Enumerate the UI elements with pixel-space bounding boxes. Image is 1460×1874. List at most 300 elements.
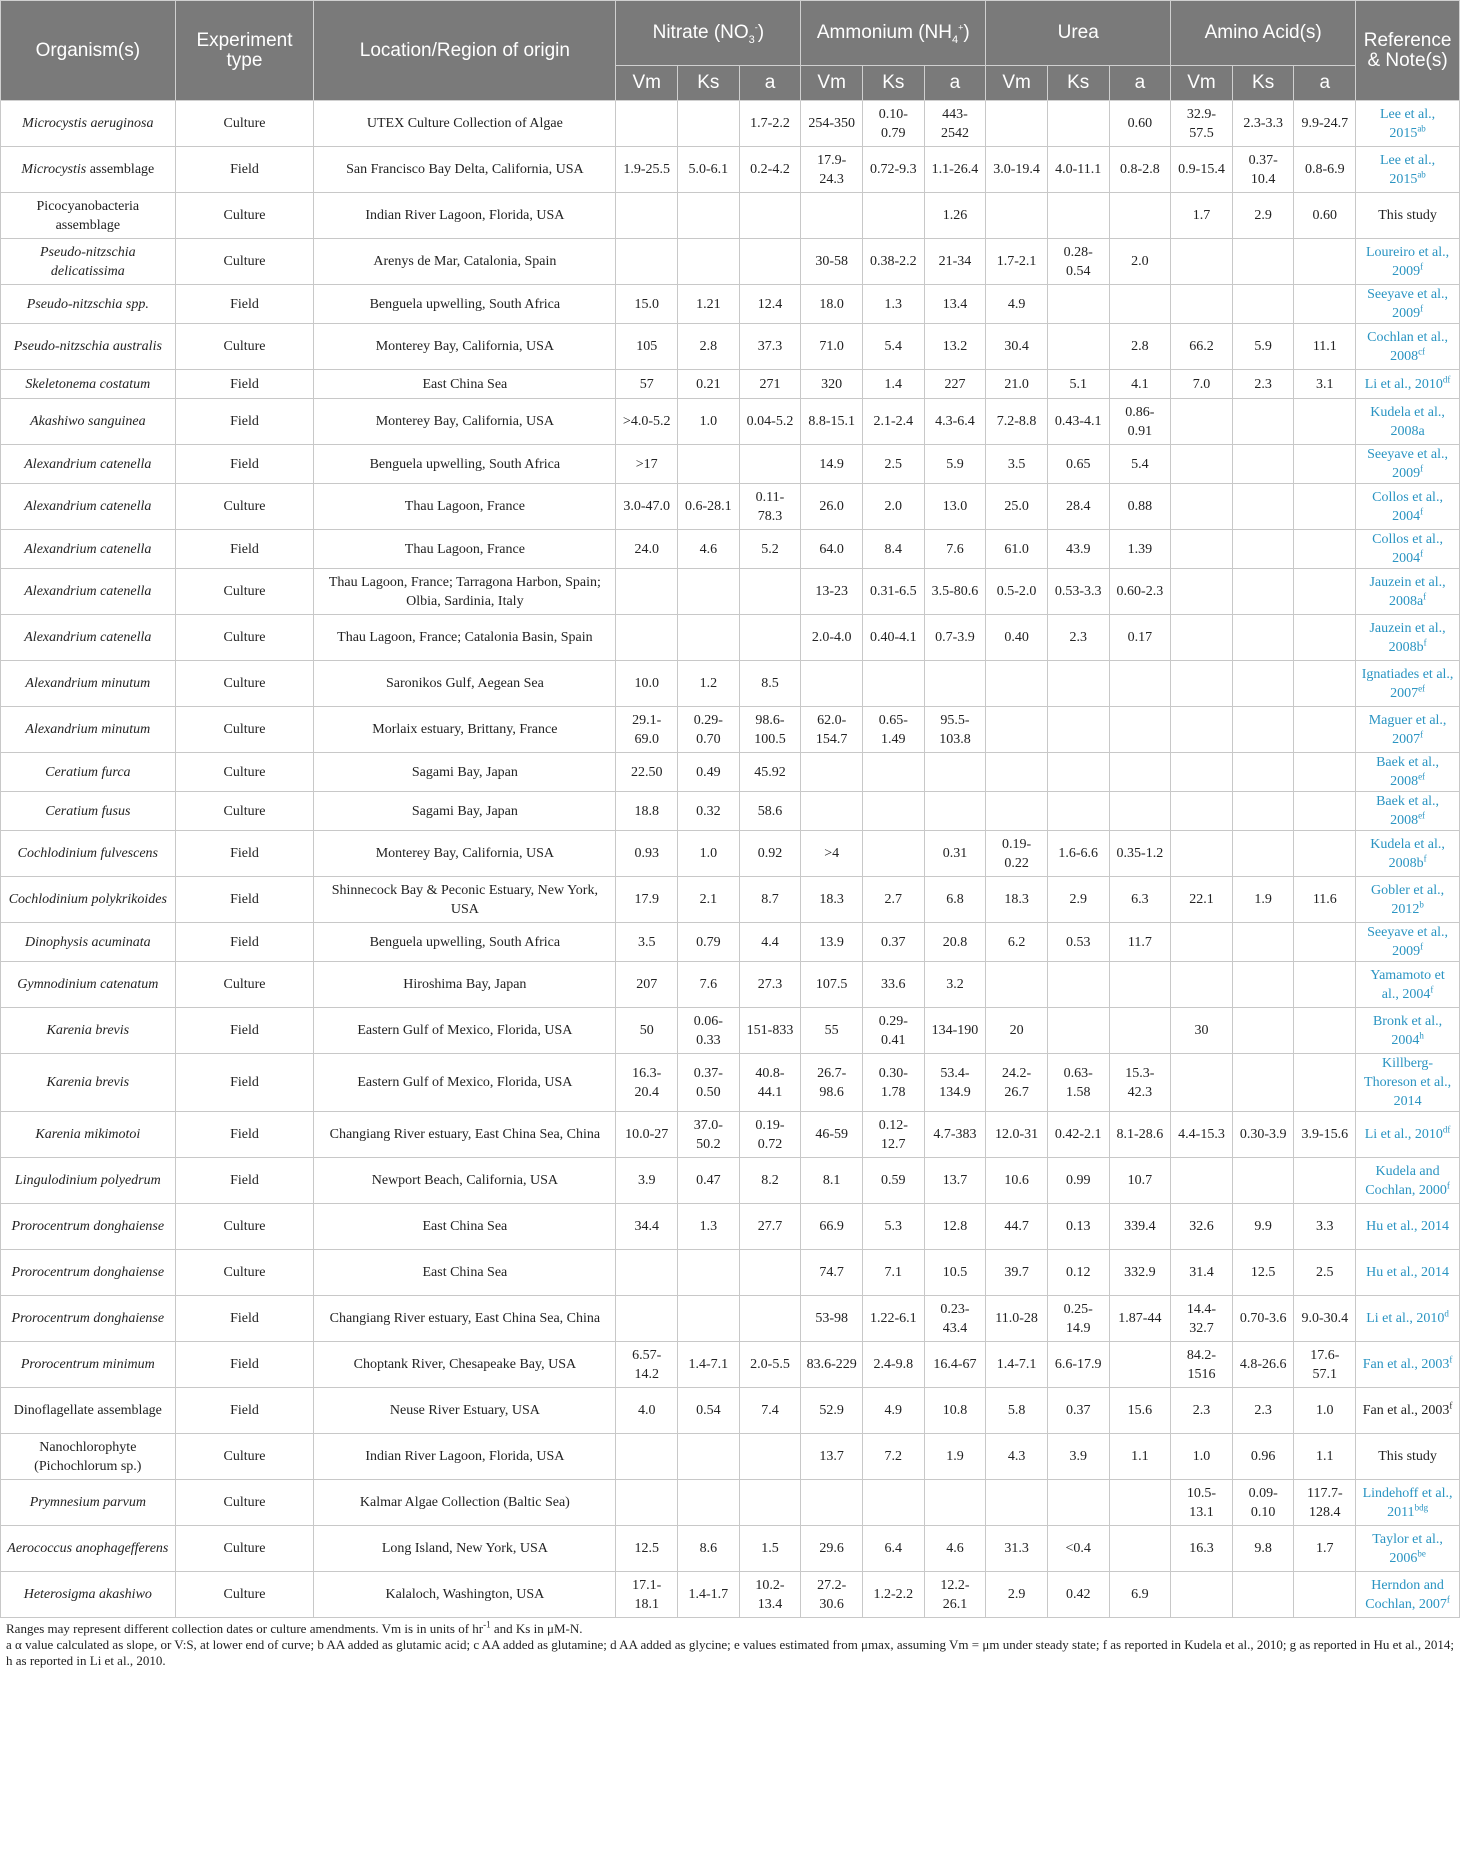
cell-amino-vm: 0.9-15.4 [1171, 147, 1233, 193]
cell-nitrate-ks [678, 193, 740, 239]
cell-amino-a [1294, 285, 1356, 324]
cell-ammonium-vm: 66.9 [801, 1204, 863, 1250]
reference-note-marker: f [1423, 636, 1427, 647]
cell-amino-ks: 2.3-3.3 [1232, 101, 1294, 147]
cell-location: East China Sea [314, 1204, 616, 1250]
cell-reference[interactable] [1356, 324, 1460, 370]
table-row [1, 831, 1460, 877]
cell-organism: Skeletonema costatum [1, 370, 176, 399]
cell-urea-ks: 0.12 [1047, 1250, 1109, 1296]
cell-amino-ks: 2.3 [1232, 1388, 1294, 1434]
reference-link[interactable]: Seeyave et al., 2009 [1367, 925, 1448, 959]
cell-amino-ks [1232, 569, 1294, 615]
cell-nitrate-vm: 6.57-14.2 [616, 1342, 678, 1388]
cell-amino-vm [1171, 484, 1233, 530]
cell-experiment-type: Culture [175, 962, 314, 1008]
cell-organism: Lingulodinium polyedrum [1, 1158, 176, 1204]
cell-organism: Pseudo-nitzschia australis [1, 324, 176, 370]
cell-ammonium-a: 95.5-103.8 [924, 707, 986, 753]
reference-link[interactable]: Killberg-Thoreson et al., 2014 [1364, 1056, 1452, 1109]
cell-ammonium-vm: 13.9 [801, 923, 863, 962]
reference-link[interactable]: Yamamoto et al., 2004 [1370, 967, 1445, 1002]
cell-amino-a: 2.5 [1294, 1250, 1356, 1296]
cell-urea-a: 2.8 [1109, 324, 1171, 370]
cell-amino-a: 3.9-15.6 [1294, 1112, 1356, 1158]
cell-urea-a [1109, 1342, 1171, 1388]
cell-nitrate-vm [616, 1434, 678, 1480]
table-row [1, 962, 1460, 1008]
reference-link[interactable]: Taylor et al., 2006 [1372, 1531, 1443, 1566]
reference-note-marker: ab [1417, 122, 1426, 133]
cell-urea-a: 10.7 [1109, 1158, 1171, 1204]
footnote-notes: a α value calculated as slope, or V:S, at lower end of curve; b AA added as glutamic acid; c AA added as glutamine; d AA added as glycine; e values estimated from μmax, assuming Vm = μm under steady state; f as reported in Kudela et al., 2010; g as reported in Hu et al., 2014; [6, 1637, 1454, 1652]
subheader-a: a [1109, 66, 1171, 101]
cell-urea-vm [986, 753, 1048, 792]
cell-ammonium-ks: 1.2-2.2 [862, 1572, 924, 1618]
reference-link[interactable]: Li et al., 2010 [1364, 1127, 1443, 1142]
cell-experiment-type: Culture [175, 1480, 314, 1526]
cell-reference[interactable] [1356, 484, 1460, 530]
cell-nitrate-a: 0.2-4.2 [739, 147, 801, 193]
cell-amino-vm [1171, 1572, 1233, 1618]
reference-note-marker: h [1419, 1029, 1424, 1040]
reference-link[interactable]: Loureiro et al., 2009 [1365, 244, 1450, 279]
reference-link[interactable]: Jauzein et al., 2008b [1369, 620, 1446, 655]
reference-link[interactable]: Baek et al., 2008 [1376, 755, 1440, 789]
cell-experiment-type: Field [175, 530, 314, 569]
table-row [1, 1526, 1460, 1572]
cell-location: Thau Lagoon, France [314, 530, 616, 569]
cell-nitrate-vm: 50 [616, 1008, 678, 1054]
table-row [1, 753, 1460, 792]
cell-amino-ks: 2.9 [1232, 193, 1294, 239]
reference-link[interactable]: Ignatiades et al., 2007 [1361, 666, 1454, 701]
cell-location: Hiroshima Bay, Japan [314, 962, 616, 1008]
reference-link[interactable]: Hu et al., 2014 [1366, 1265, 1449, 1280]
cell-amino-a [1294, 661, 1356, 707]
cell-reference[interactable] [1356, 1572, 1460, 1618]
cell-amino-vm [1171, 285, 1233, 324]
cell-reference[interactable] [1356, 615, 1460, 661]
cell-experiment-type: Culture [175, 707, 314, 753]
cell-urea-ks: 2.9 [1047, 877, 1109, 923]
reference-link[interactable]: Bronk et al., 2004 [1372, 1013, 1443, 1048]
cell-experiment-type: Field [175, 399, 314, 445]
cell-nitrate-vm: 16.3-20.4 [616, 1054, 678, 1112]
cell-urea-ks: 0.43-4.1 [1047, 399, 1109, 445]
cell-nitrate-vm: 105 [616, 324, 678, 370]
cell-organism: Dinophysis acuminata [1, 923, 176, 962]
cell-ammonium-ks: 2.1-2.4 [862, 399, 924, 445]
cell-urea-a [1109, 1480, 1171, 1526]
cell-nitrate-a: 271 [739, 370, 801, 399]
cell-amino-ks [1232, 1572, 1294, 1618]
cell-urea-vm [986, 193, 1048, 239]
reference-link[interactable]: Li et al., 2010 [1366, 1311, 1445, 1326]
cell-reference[interactable] [1356, 1112, 1460, 1158]
cell-nitrate-a: 8.2 [739, 1158, 801, 1204]
cell-amino-a: 3.3 [1294, 1204, 1356, 1250]
cell-ammonium-ks: 1.3 [862, 285, 924, 324]
cell-location: East China Sea [314, 1250, 616, 1296]
cell-reference[interactable] [1356, 792, 1460, 831]
cell-experiment-type: Culture [175, 569, 314, 615]
cell-nitrate-a [739, 445, 801, 484]
table-row [1, 923, 1460, 962]
cell-amino-vm [1171, 792, 1233, 831]
cell-reference[interactable] [1356, 923, 1460, 962]
cell-location: Eastern Gulf of Mexico, Florida, USA [314, 1054, 616, 1112]
cell-ammonium-ks [862, 193, 924, 239]
cell-reference[interactable] [1356, 530, 1460, 569]
header-nitrate: Nitrate $(NO_3^-)$ [616, 1, 801, 66]
cell-nitrate-ks [678, 569, 740, 615]
cell-ammonium-a: 13.0 [924, 484, 986, 530]
cell-organism: Prorocentrum minimum [1, 1342, 176, 1388]
cell-nitrate-vm [616, 239, 678, 285]
cell-ammonium-vm [801, 661, 863, 707]
reference-link[interactable]: Kudela and Cochlan, 2000 [1365, 1163, 1447, 1198]
cell-organism: Alexandrium catenella [1, 484, 176, 530]
cell-nitrate-ks: 0.6-28.1 [678, 484, 740, 530]
cell-amino-ks: 0.96 [1232, 1434, 1294, 1480]
cell-ammonium-ks: 7.1 [862, 1250, 924, 1296]
cell-nitrate-ks [678, 445, 740, 484]
cell-reference[interactable] [1356, 962, 1460, 1008]
cell-urea-ks: 3.9 [1047, 1434, 1109, 1480]
cell-nitrate-a: 45.92 [739, 753, 801, 792]
cell-ammonium-a [924, 1480, 986, 1526]
cell-amino-a [1294, 530, 1356, 569]
cell-amino-ks: 4.8-26.6 [1232, 1342, 1294, 1388]
cell-nitrate-a: 40.8-44.1 [739, 1054, 801, 1112]
cell-reference[interactable] [1356, 1008, 1460, 1054]
reference-link[interactable]: Lindehoff et al., 2011 [1362, 1485, 1453, 1520]
cell-urea-a [1109, 193, 1171, 239]
cell-urea-ks: 2.3 [1047, 615, 1109, 661]
cell-nitrate-ks: 2.1 [678, 877, 740, 923]
cell-experiment-type: Field [175, 1112, 314, 1158]
cell-nitrate-vm [616, 1480, 678, 1526]
cell-nitrate-vm: 12.5 [616, 1526, 678, 1572]
cell-nitrate-ks: 37.0-50.2 [678, 1112, 740, 1158]
cell-reference[interactable] [1356, 1204, 1460, 1250]
cell-ammonium-a [924, 792, 986, 831]
cell-reference[interactable] [1356, 1054, 1460, 1112]
cell-urea-vm: 10.6 [986, 1158, 1048, 1204]
reference-link[interactable]: Hu et al., 2014 [1366, 1219, 1449, 1234]
cell-nitrate-ks: 0.79 [678, 923, 740, 962]
cell-urea-vm [986, 101, 1048, 147]
cell-urea-a: 339.4 [1109, 1204, 1171, 1250]
cell-nitrate-vm: 24.0 [616, 530, 678, 569]
cell-urea-ks [1047, 1480, 1109, 1526]
cell-organism: Karenia mikimotoi [1, 1112, 176, 1158]
cell-amino-a [1294, 707, 1356, 753]
cell-urea-ks: 5.1 [1047, 370, 1109, 399]
reference-link[interactable]: Cochlan et al., 2008 [1367, 329, 1448, 364]
cell-reference[interactable] [1356, 285, 1460, 324]
cell-location: Indian River Lagoon, Florida, USA [314, 193, 616, 239]
cell-urea-ks: 43.9 [1047, 530, 1109, 569]
cell-nitrate-vm: 15.0 [616, 285, 678, 324]
table-row [1, 445, 1460, 484]
cell-ammonium-vm: 74.7 [801, 1250, 863, 1296]
cell-reference[interactable] [1356, 370, 1460, 399]
cell-reference[interactable] [1356, 1158, 1460, 1204]
cell-reference[interactable] [1356, 1480, 1460, 1526]
cell-ammonium-vm: 64.0 [801, 530, 863, 569]
cell-ammonium-vm [801, 1480, 863, 1526]
cell-urea-ks: 0.42-2.1 [1047, 1112, 1109, 1158]
table-row [1, 530, 1460, 569]
reference-link[interactable]: Seeyave et al., 2009 [1367, 447, 1448, 481]
cell-nitrate-vm: 17.9 [616, 877, 678, 923]
cell-amino-ks: 5.9 [1232, 324, 1294, 370]
cell-nitrate-ks: 5.0-6.1 [678, 147, 740, 193]
cell-amino-a [1294, 1008, 1356, 1054]
cell-reference[interactable] [1356, 831, 1460, 877]
reference-note-marker: f [1420, 303, 1424, 314]
cell-ammonium-a: 3.2 [924, 962, 986, 1008]
cell-ammonium-vm: 83.6-229 [801, 1342, 863, 1388]
reference-link[interactable]: Collos et al., 2004 [1372, 532, 1443, 566]
cell-nitrate-a: 10.2-13.4 [739, 1572, 801, 1618]
cell-ammonium-a: 0.7-3.9 [924, 615, 986, 661]
cell-ammonium-ks: 0.30-1.78 [862, 1054, 924, 1112]
cell-reference[interactable] [1356, 1526, 1460, 1572]
cell-urea-a [1109, 707, 1171, 753]
reference-link[interactable]: Maguer et al., 2007 [1368, 712, 1447, 747]
cell-reference[interactable] [1356, 239, 1460, 285]
reference-link[interactable]: Baek et al., 2008 [1376, 794, 1440, 828]
cell-nitrate-ks: 1.4-1.7 [678, 1572, 740, 1618]
reference-link[interactable]: Seeyave et al., 2009 [1367, 287, 1448, 321]
cell-ammonium-vm: 17.9-24.3 [801, 147, 863, 193]
reference-link[interactable]: Jauzein et al., 2008a [1369, 574, 1446, 609]
cell-urea-ks [1047, 661, 1109, 707]
cell-reference[interactable] [1356, 101, 1460, 147]
subheader-a: a [739, 66, 801, 101]
cell-amino-ks: 0.70-3.6 [1232, 1296, 1294, 1342]
cell-experiment-type: Culture [175, 1526, 314, 1572]
cell-ammonium-ks: 0.40-4.1 [862, 615, 924, 661]
cell-urea-ks [1047, 753, 1109, 792]
reference-note-marker: df [1442, 1124, 1451, 1135]
cell-amino-a [1294, 1572, 1356, 1618]
cell-amino-a: 17.6-57.1 [1294, 1342, 1356, 1388]
cell-urea-ks [1047, 707, 1109, 753]
reference-note-marker: f [1423, 590, 1427, 601]
table-row [1, 569, 1460, 615]
cell-experiment-type: Field [175, 1342, 314, 1388]
cell-organism: Ceratium furca [1, 753, 176, 792]
cell-ammonium-a: 16.4-67 [924, 1342, 986, 1388]
cell-amino-ks [1232, 792, 1294, 831]
subheader-a: a [1294, 66, 1356, 101]
reference-link[interactable]: Li et al., 2010 [1364, 376, 1443, 392]
cell-experiment-type: Culture [175, 1204, 314, 1250]
reference-link[interactable]: Kudela et al., 2008b [1370, 836, 1445, 871]
cell-ammonium-vm: 55 [801, 1008, 863, 1054]
cell-urea-vm: 3.5 [986, 445, 1048, 484]
subheader-a: a [924, 66, 986, 101]
cell-nitrate-ks: 1.0 [678, 399, 740, 445]
cell-urea-vm: 24.2-26.7 [986, 1054, 1048, 1112]
cell-ammonium-a: 0.23-43.4 [924, 1296, 986, 1342]
cell-amino-ks [1232, 615, 1294, 661]
table-row [1, 1388, 1460, 1434]
cell-urea-ks [1047, 792, 1109, 831]
cell-experiment-type: Culture [175, 101, 314, 147]
cell-urea-a: 1.39 [1109, 530, 1171, 569]
reference-note-marker: f [1449, 1400, 1453, 1411]
cell-reference[interactable] [1356, 661, 1460, 707]
reference-link[interactable]: Herndon and Cochlan, 2007 [1365, 1577, 1447, 1612]
cell-amino-vm [1171, 399, 1233, 445]
cell-reference[interactable] [1356, 1342, 1460, 1388]
cell-amino-ks: 1.9 [1232, 877, 1294, 923]
cell-ammonium-a: 13.4 [924, 285, 986, 324]
cell-nitrate-vm: 3.9 [616, 1158, 678, 1204]
cell-nitrate-a [739, 1434, 801, 1480]
cell-ammonium-a: 227 [924, 370, 986, 399]
cell-ammonium-vm: 46-59 [801, 1112, 863, 1158]
cell-organism: Alexandrium catenella [1, 569, 176, 615]
cell-nitrate-vm [616, 615, 678, 661]
reference-link[interactable]: Collos et al., 2004 [1372, 489, 1443, 524]
cell-amino-ks [1232, 399, 1294, 445]
cell-amino-ks [1232, 1054, 1294, 1112]
cell-nitrate-a: 0.19-0.72 [739, 1112, 801, 1158]
cell-reference [1356, 1434, 1460, 1480]
cell-nitrate-ks: 0.29-0.70 [678, 707, 740, 753]
cell-urea-vm: 6.2 [986, 923, 1048, 962]
cell-amino-vm: 7.0 [1171, 370, 1233, 399]
cell-reference[interactable] [1356, 1250, 1460, 1296]
cell-amino-a [1294, 445, 1356, 484]
cell-ammonium-ks: 0.37 [862, 923, 924, 962]
cell-reference[interactable] [1356, 753, 1460, 792]
cell-ammonium-vm: 71.0 [801, 324, 863, 370]
cell-amino-a [1294, 484, 1356, 530]
cell-location: Long Island, New York, USA [314, 1526, 616, 1572]
cell-amino-a: 1.7 [1294, 1526, 1356, 1572]
cell-urea-vm: 7.2-8.8 [986, 399, 1048, 445]
cell-nitrate-a [739, 1250, 801, 1296]
cell-nitrate-a: 27.7 [739, 1204, 801, 1250]
cell-organism: Picocyanobacteria assemblage [1, 193, 176, 239]
cell-ammonium-a: 0.31 [924, 831, 986, 877]
cell-urea-vm: 18.3 [986, 877, 1048, 923]
cell-experiment-type: Culture [175, 661, 314, 707]
reference-link[interactable]: Lee et al., 2015 [1379, 152, 1436, 187]
cell-nitrate-ks: 8.6 [678, 1526, 740, 1572]
cell-urea-vm [986, 1480, 1048, 1526]
cell-amino-vm [1171, 707, 1233, 753]
cell-location: Benguela upwelling, South Africa [314, 445, 616, 484]
cell-nitrate-a: 8.5 [739, 661, 801, 707]
cell-urea-a [1109, 753, 1171, 792]
cell-ammonium-a: 10.8 [924, 1388, 986, 1434]
cell-nitrate-ks: 1.2 [678, 661, 740, 707]
table-row [1, 1342, 1460, 1388]
cell-location: Monterey Bay, California, USA [314, 831, 616, 877]
cell-urea-a [1109, 962, 1171, 1008]
table-row [1, 1054, 1460, 1112]
cell-ammonium-vm: 18.3 [801, 877, 863, 923]
cell-amino-vm [1171, 661, 1233, 707]
cell-amino-ks [1232, 831, 1294, 877]
header-experiment-type: Experiment type [175, 1, 314, 101]
cell-amino-vm [1171, 445, 1233, 484]
cell-amino-a: 9.9-24.7 [1294, 101, 1356, 147]
cell-ammonium-vm: >4 [801, 831, 863, 877]
cell-amino-a [1294, 239, 1356, 285]
cell-urea-ks: 0.28-0.54 [1047, 239, 1109, 285]
cell-location: Benguela upwelling, South Africa [314, 285, 616, 324]
cell-amino-vm: 14.4-32.7 [1171, 1296, 1233, 1342]
cell-reference[interactable] [1356, 707, 1460, 753]
cell-amino-vm [1171, 753, 1233, 792]
cell-organism: Karenia brevis [1, 1054, 176, 1112]
reference-link[interactable]: Gobler et al., 2012 [1371, 882, 1445, 917]
cell-urea-vm: 5.8 [986, 1388, 1048, 1434]
cell-amino-ks: 12.5 [1232, 1250, 1294, 1296]
reference-link[interactable]: Fan et al., 2003 [1362, 1357, 1450, 1372]
cell-reference[interactable] [1356, 877, 1460, 923]
footnote-notes-cont: h as reported in Li et al., 2010. [6, 1653, 166, 1668]
cell-reference[interactable] [1356, 1296, 1460, 1342]
cell-experiment-type: Field [175, 1296, 314, 1342]
cell-reference[interactable] [1356, 569, 1460, 615]
cell-ammonium-a: 13.2 [924, 324, 986, 370]
cell-ammonium-a: 21-34 [924, 239, 986, 285]
cell-urea-ks: 0.53-3.3 [1047, 569, 1109, 615]
subheader-vm: Vm [1171, 66, 1233, 101]
reference-note-marker: f [1420, 728, 1424, 739]
cell-experiment-type: Field [175, 147, 314, 193]
cell-amino-vm [1171, 962, 1233, 1008]
cell-urea-vm: 0.19-0.22 [986, 831, 1048, 877]
cell-urea-a: 5.4 [1109, 445, 1171, 484]
cell-ammonium-ks: 6.4 [862, 1526, 924, 1572]
table-row [1, 147, 1460, 193]
cell-urea-vm: 21.0 [986, 370, 1048, 399]
reference-note-marker: f [1430, 983, 1434, 994]
cell-urea-vm: 31.3 [986, 1526, 1048, 1572]
header-organism: Organism(s) [1, 1, 176, 101]
cell-urea-ks: 0.13 [1047, 1204, 1109, 1250]
cell-organism: Microcystis assemblage [1, 147, 176, 193]
cell-reference[interactable] [1356, 445, 1460, 484]
cell-nitrate-ks: 1.3 [678, 1204, 740, 1250]
cell-reference[interactable] [1356, 399, 1460, 445]
cell-amino-a [1294, 615, 1356, 661]
cell-nitrate-vm: 57 [616, 370, 678, 399]
cell-amino-a: 1.1 [1294, 1434, 1356, 1480]
cell-ammonium-a: 10.5 [924, 1250, 986, 1296]
cell-organism: Nanochlorophyte (Pichochlorum sp.) [1, 1434, 176, 1480]
reference-link[interactable]: Kudela et al., 2008a [1370, 404, 1445, 439]
cell-ammonium-vm: 53-98 [801, 1296, 863, 1342]
cell-urea-a: 15.6 [1109, 1388, 1171, 1434]
cell-urea-ks: 1.6-6.6 [1047, 831, 1109, 877]
cell-nitrate-ks: 1.21 [678, 285, 740, 324]
reference-link[interactable]: Lee et al., 2015 [1379, 106, 1436, 141]
cell-reference[interactable] [1356, 147, 1460, 193]
cell-urea-vm: 3.0-19.4 [986, 147, 1048, 193]
